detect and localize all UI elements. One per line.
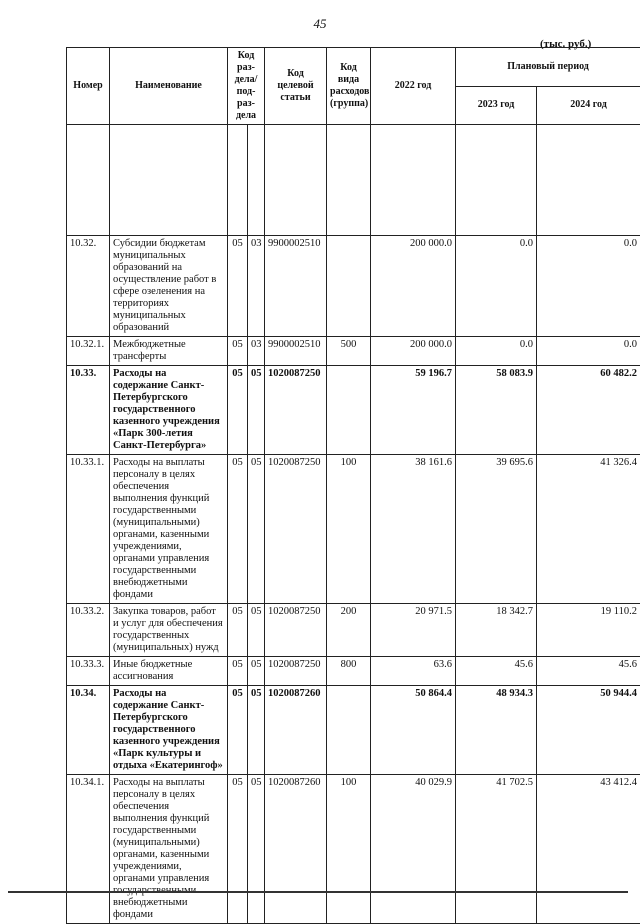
- table-row: [67, 604, 640, 657]
- row-number-cell: 10.34.1.: [67, 775, 110, 924]
- row-target-cell: 1020087260: [265, 775, 327, 924]
- row-2022-cell: 63.6: [371, 657, 456, 686]
- table-row: [67, 657, 640, 686]
- row-target-cell: 1020087260: [265, 686, 327, 775]
- row-target-cell: 9900002510: [265, 337, 327, 366]
- row-expense-type-cell: 800: [327, 657, 371, 686]
- row-name-cell: Субсидии бюджетам муниципальных образований на осуществление работ в сфере озеленения на территориях муниципальных образований: [110, 236, 228, 337]
- row-2023-cell: 0.0: [456, 236, 537, 337]
- row-2022-cell: 200 000.0: [371, 236, 456, 337]
- row-2024-cell: 19 110.2: [537, 604, 640, 657]
- row-name-cell: Иные бюджетные ассигнования: [110, 657, 228, 686]
- row-2023-cell: 39 695.6: [456, 455, 537, 604]
- row-name-cell: Расходы на содержание Санкт-Петербургского государственного казенного учреждения «Парк культуры и отдыха «Екатерингоф»: [110, 686, 228, 775]
- row-target-cell: 1020087250: [265, 366, 327, 455]
- row-section-cell: 05: [228, 337, 248, 366]
- row-number-cell: 10.32.: [67, 236, 110, 337]
- footer-divider: [8, 891, 628, 893]
- row-subsection-cell: 05: [248, 455, 265, 604]
- row-2024-cell: 50 944.4: [537, 686, 640, 775]
- table-row: [67, 236, 640, 337]
- row-expense-type-cell: 100: [327, 775, 371, 924]
- row-section-cell: 05: [228, 236, 248, 337]
- header-2022: 2022 год: [371, 48, 456, 125]
- row-2024-cell: 45.6: [537, 657, 640, 686]
- row-2022-cell: 200 000.0: [371, 337, 456, 366]
- row-number-cell: 10.34.: [67, 686, 110, 775]
- row-2024-cell: 43 412.4: [537, 775, 640, 924]
- budget-table: [66, 47, 640, 924]
- row-subsection-cell: 05: [248, 686, 265, 775]
- row-target-cell: 1020087250: [265, 657, 327, 686]
- row-number-cell: 10.32.1.: [67, 337, 110, 366]
- row-section-cell: 05: [228, 455, 248, 604]
- row-2023-cell: 41 702.5: [456, 775, 537, 924]
- row-subsection-cell: 03: [248, 337, 265, 366]
- header-name: Наименование: [110, 48, 228, 125]
- header-planning-period: Плановый период: [456, 48, 640, 87]
- header-2023: 2023 год: [456, 86, 537, 125]
- table-row: [67, 455, 640, 604]
- header-2024: 2024 год: [537, 86, 640, 125]
- row-section-cell: 05: [228, 775, 248, 924]
- row-2022-cell: 20 971.5: [371, 604, 456, 657]
- row-section-cell: 05: [228, 604, 248, 657]
- row-expense-type-cell: 200: [327, 604, 371, 657]
- row-number-cell: 10.33.1.: [67, 455, 110, 604]
- row-number-cell: 10.33.2.: [67, 604, 110, 657]
- row-name-cell: Закупка товаров, работ и услуг для обеспечения государственных (муниципальных) нужд: [110, 604, 228, 657]
- row-subsection-cell: 05: [248, 604, 265, 657]
- header-spacer-row: [67, 125, 640, 236]
- row-name-cell: Межбюджетные трансферты: [110, 337, 228, 366]
- row-expense-type-cell: 100: [327, 455, 371, 604]
- header-number: Номер: [67, 48, 110, 125]
- header-expense-type: Код вида расходов (группа): [327, 48, 371, 125]
- row-expense-type-cell: [327, 236, 371, 337]
- row-subsection-cell: 03: [248, 236, 265, 337]
- row-2023-cell: 45.6: [456, 657, 537, 686]
- row-number-cell: 10.33.3.: [67, 657, 110, 686]
- row-2022-cell: 50 864.4: [371, 686, 456, 775]
- row-2022-cell: 59 196.7: [371, 366, 456, 455]
- header-target: Код целевой статьи: [265, 48, 327, 125]
- row-2023-cell: 58 083.9: [456, 366, 537, 455]
- table-row: [67, 775, 640, 924]
- row-expense-type-cell: [327, 686, 371, 775]
- row-section-cell: 05: [228, 657, 248, 686]
- row-2022-cell: 38 161.6: [371, 455, 456, 604]
- row-2022-cell: 40 029.9: [371, 775, 456, 924]
- row-subsection-cell: 05: [248, 657, 265, 686]
- page-number: 45: [0, 16, 640, 32]
- row-target-cell: 9900002510: [265, 236, 327, 337]
- row-name-cell: Расходы на выплаты персоналу в целях обеспечения выполнения функций государственными (муниципальными) органами, казенными учреждениями, органами управления государственными внебюджетными фондами: [110, 455, 228, 604]
- header-section: Код раз-дела/ под-раз-дела: [228, 48, 265, 125]
- row-number-cell: 10.33.: [67, 366, 110, 455]
- row-2024-cell: 0.0: [537, 337, 640, 366]
- row-2024-cell: 0.0: [537, 236, 640, 337]
- row-2023-cell: 48 934.3: [456, 686, 537, 775]
- row-target-cell: 1020087250: [265, 604, 327, 657]
- table-row: [67, 337, 640, 366]
- row-expense-type-cell: [327, 366, 371, 455]
- row-2023-cell: 0.0: [456, 337, 537, 366]
- row-target-cell: 1020087250: [265, 455, 327, 604]
- row-section-cell: 05: [228, 366, 248, 455]
- table-row: [67, 686, 640, 775]
- units-label: (тыс. руб.): [540, 38, 591, 50]
- row-subsection-cell: 05: [248, 775, 265, 924]
- row-name-cell: Расходы на содержание Санкт-Петербургского государственного казенного учреждения «Парк 300-летия Санкт-Петербурга»: [110, 366, 228, 455]
- table-row: [67, 366, 640, 455]
- table-body: [67, 125, 640, 924]
- row-subsection-cell: 05: [248, 366, 265, 455]
- row-section-cell: 05: [228, 686, 248, 775]
- row-name-cell: Расходы на выплаты персоналу в целях обеспечения выполнения функций государственными (муниципальными) органами, казенными учреждениями, органами управления государственными внебюджетными фондами: [110, 775, 228, 924]
- row-2024-cell: 41 326.4: [537, 455, 640, 604]
- row-2023-cell: 18 342.7: [456, 604, 537, 657]
- row-2024-cell: 60 482.2: [537, 366, 640, 455]
- row-expense-type-cell: 500: [327, 337, 371, 366]
